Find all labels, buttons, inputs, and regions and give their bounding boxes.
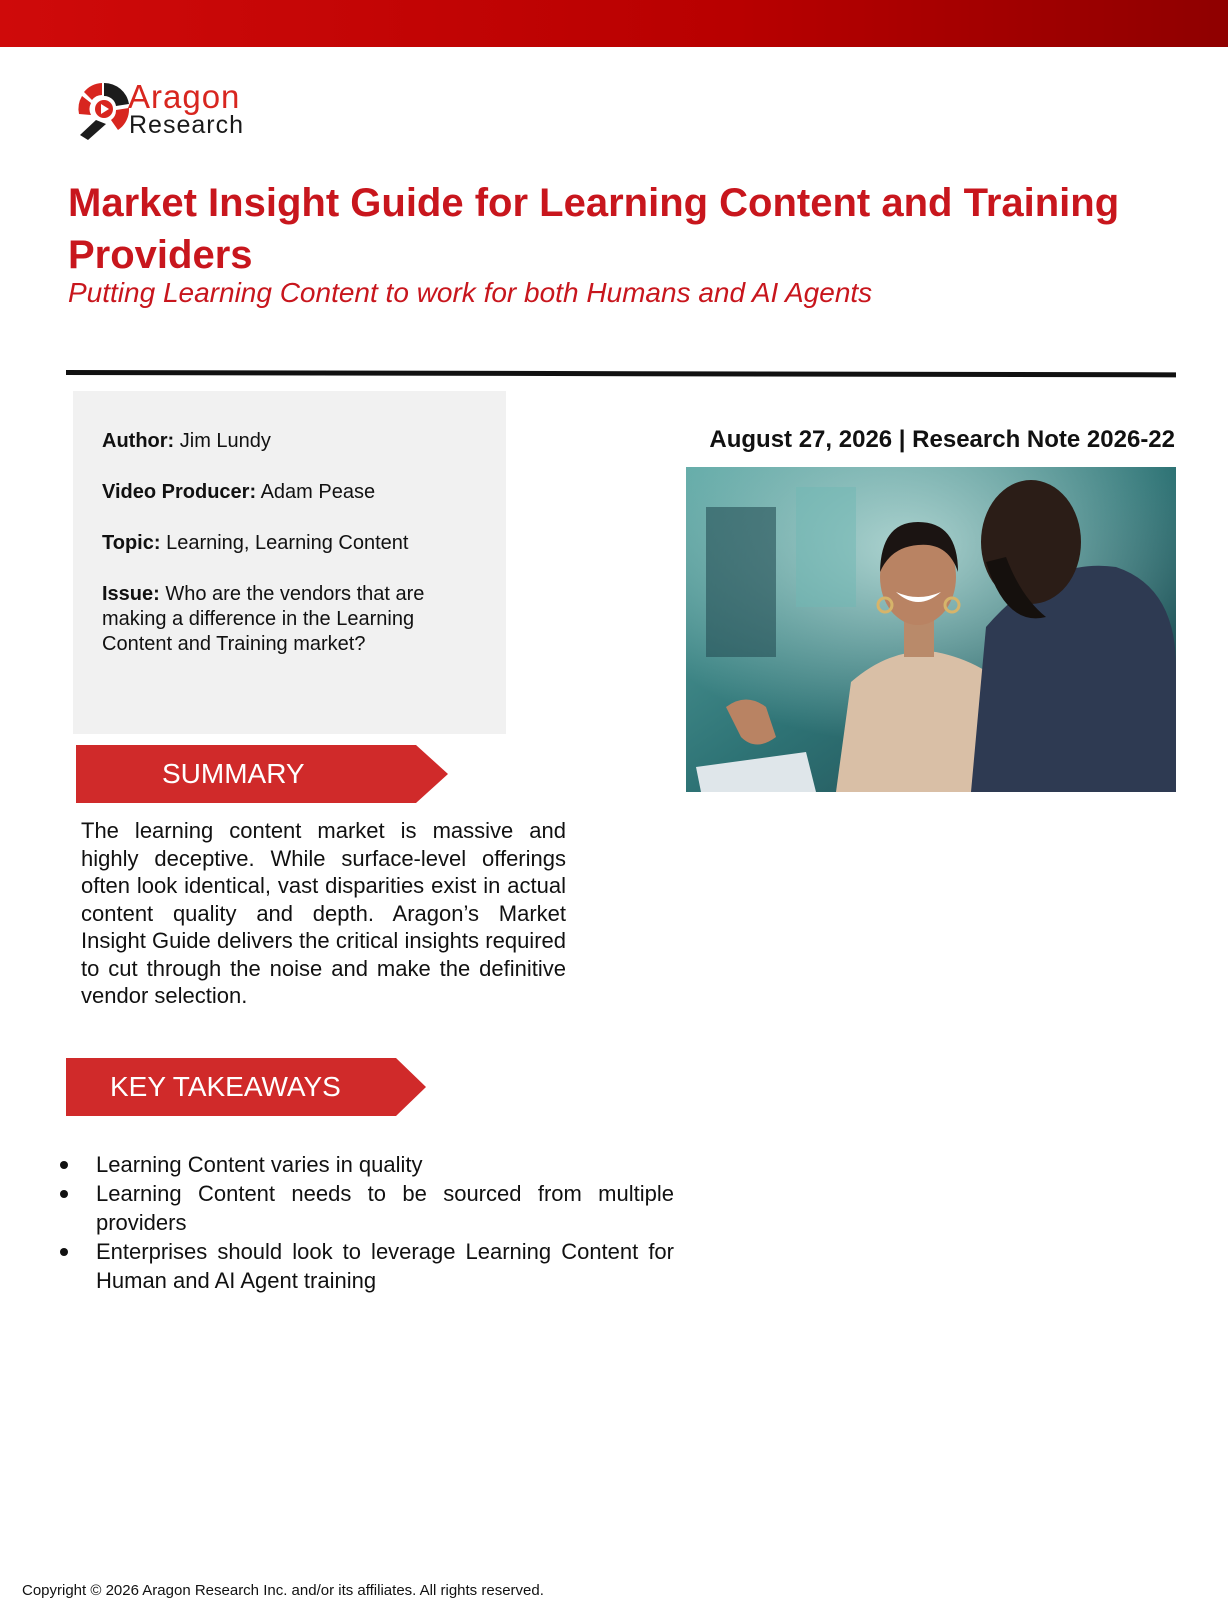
bullet-icon <box>60 1161 68 1169</box>
meta-issue-label: Issue: <box>102 583 160 605</box>
bullet-icon <box>60 1248 68 1256</box>
hero-photo <box>686 467 1176 792</box>
meta-topic-label: Topic: <box>102 532 161 554</box>
key-takeaways-heading: KEY TAKEAWAYS <box>110 1071 341 1102</box>
key-takeaways-banner <box>66 1058 426 1116</box>
copyright-footer: Copyright © 2026 Aragon Research Inc. and/or its affiliates. All rights reserved. <box>22 1582 544 1599</box>
page-subtitle: Putting Learning Content to work for both Humans and AI Agents <box>68 277 873 308</box>
meta-topic-value: Learning, Learning Content <box>166 532 409 554</box>
takeaway-text: Learning Content needs to be sourced from multiple providers <box>96 1181 674 1235</box>
meta-author <box>102 429 462 454</box>
key-takeaways-list <box>58 1150 674 1295</box>
summary-banner <box>76 745 448 803</box>
header-bar <box>0 0 1228 47</box>
meta-producer <box>102 480 462 505</box>
date-and-note-number: August 27, 2026 | Research Note 2026-22 <box>709 426 1175 453</box>
list-item <box>58 1150 674 1179</box>
page-title: Market Insight Guide for Learning Content and Training Providers <box>68 181 1120 277</box>
title-divider <box>66 370 1176 377</box>
meta-author-value: Jim Lundy <box>179 430 271 452</box>
list-item <box>58 1179 674 1237</box>
aragon-research-logo <box>76 80 276 142</box>
meta-author-label: Author: <box>102 430 175 452</box>
takeaway-text: Learning Content varies in quality <box>96 1152 423 1177</box>
list-item <box>58 1237 674 1295</box>
logo-word-aragon: Aragon <box>128 78 241 115</box>
meta-producer-value: Adam Pease <box>260 481 376 503</box>
logo-word-research: Research <box>129 111 244 139</box>
summary-body: The learning content market is massive and highly deceptive. While surface-level offerings often look identical, vast disparities exist in actual content quality and depth. Aragon’s Market Insight Guide delivers the critical insights required to cut through the noise and make the definitive vendor selection. <box>81 818 566 1008</box>
aragon-logo-mark-icon <box>76 80 132 142</box>
hero-photo-illustration <box>686 467 1176 792</box>
meta-issue-value: Who are the vendors that are making a difference in the Learning Content and Training market? <box>102 583 425 655</box>
takeaway-text: Enterprises should look to leverage Learning Content for Human and AI Agent training <box>96 1239 674 1293</box>
summary-heading: SUMMARY <box>162 758 305 789</box>
bullet-icon <box>60 1190 68 1198</box>
meta-box <box>73 391 506 734</box>
meta-producer-label: Video Producer: <box>102 481 257 503</box>
meta-issue <box>102 582 447 657</box>
meta-topic <box>102 531 462 556</box>
